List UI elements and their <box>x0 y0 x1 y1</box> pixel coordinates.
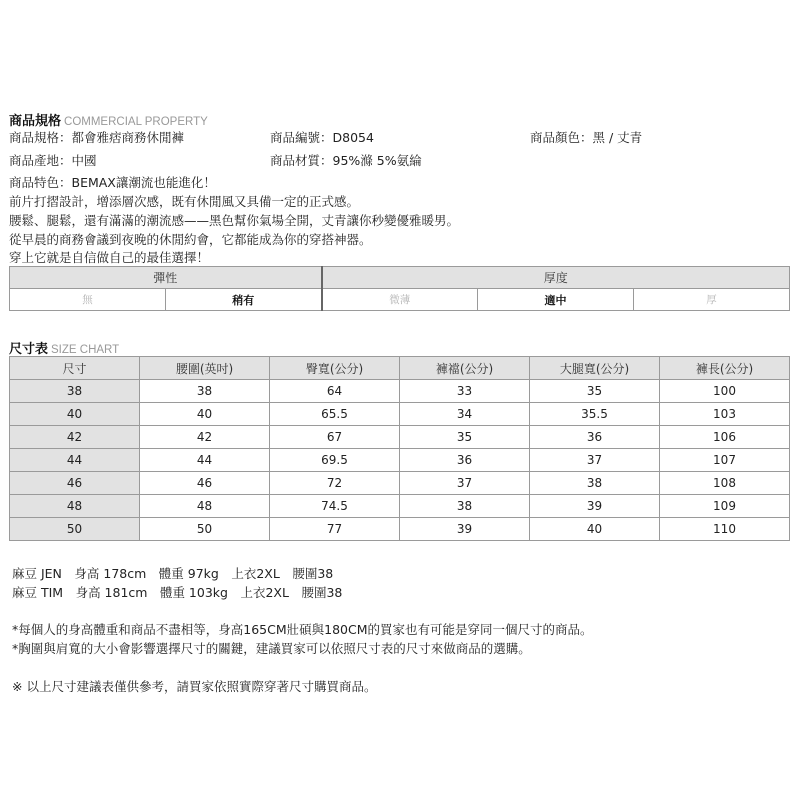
elasticity-option-slight: 稍有 <box>166 289 322 311</box>
size-label-cell: 38 <box>10 380 140 403</box>
size-value-cell: 46 <box>140 472 270 495</box>
description-line: 腰鬆、腿鬆，還有滿滿的潮流感——黑色幫你氣場全開，丈青讓你秒變優雅暖男。 <box>9 213 460 228</box>
size-value-cell: 64 <box>270 380 400 403</box>
size-chart-header-row <box>10 357 790 380</box>
spec-product-color: 商品顏色：黑 / 丈青 <box>530 130 643 145</box>
size-value-cell: 40 <box>140 403 270 426</box>
size-value-cell: 34 <box>400 403 530 426</box>
size-value-cell: 74.5 <box>270 495 400 518</box>
elasticity-option-none: 無 <box>10 289 166 311</box>
size-value-cell: 77 <box>270 518 400 541</box>
size-value-cell: 100 <box>660 380 790 403</box>
spec-section-title <box>9 110 208 129</box>
size-value-cell: 42 <box>140 426 270 449</box>
model-info-jen: 麻豆 JEN 身高 178cm 體重 97kg 上衣2XL 腰圍38 <box>12 566 334 581</box>
attribute-header-row <box>10 267 790 289</box>
description-line: 穿上它就是自信做自己的最佳選擇！ <box>9 250 210 265</box>
size-value-cell: 69.5 <box>270 449 400 472</box>
size-value-cell: 44 <box>140 449 270 472</box>
size-row <box>10 380 790 403</box>
elasticity-header: 彈性 <box>10 267 322 289</box>
thickness-option-thin: 微薄 <box>322 289 478 311</box>
size-value-cell: 38 <box>530 472 660 495</box>
size-value-cell: 37 <box>400 472 530 495</box>
size-row <box>10 426 790 449</box>
size-label-cell: 50 <box>10 518 140 541</box>
size-value-cell: 108 <box>660 472 790 495</box>
size-chart-table <box>9 356 790 541</box>
size-value-cell: 36 <box>400 449 530 472</box>
size-value-cell: 33 <box>400 380 530 403</box>
size-value-cell: 39 <box>530 495 660 518</box>
size-value-cell: 72 <box>270 472 400 495</box>
size-value-cell: 35 <box>530 380 660 403</box>
size-row <box>10 449 790 472</box>
spec-product-name: 商品規格：都會雅痞商務休閒褲 <box>9 130 185 145</box>
size-label-cell: 48 <box>10 495 140 518</box>
size-label-cell: 42 <box>10 426 140 449</box>
size-label-cell: 40 <box>10 403 140 426</box>
size-value-cell: 37 <box>530 449 660 472</box>
description-line: 從早晨的商務會議到夜晚的休閒約會，它都能成為你的穿搭神器。 <box>9 232 372 247</box>
spec-title-text: 商品規格 <box>9 114 62 129</box>
size-value-cell: 106 <box>660 426 790 449</box>
column-header-hip: 臀寬(公分) <box>270 357 400 380</box>
size-row <box>10 495 790 518</box>
size-value-cell: 107 <box>660 449 790 472</box>
size-section-title <box>9 338 119 357</box>
attribute-table <box>9 266 790 311</box>
disclaimer: ※ 以上尺寸建議表僅供參考，請買家依照實際穿著尺寸購買商品。 <box>12 679 377 694</box>
size-value-cell: 38 <box>400 495 530 518</box>
size-note: *每個人的身高體重和商品不盡相等，身高165CM壯碩與180CM的買家也有可能是穿同一個尺寸的商品。 <box>12 622 593 637</box>
spec-subtitle: COMMERCIAL PROPERTY <box>64 116 208 128</box>
thickness-header: 厚度 <box>322 267 790 289</box>
size-row <box>10 518 790 541</box>
size-note: *胸圍與肩寬的大小會影響選擇尺寸的關鍵，建議買家可以依照尺寸表的尺寸來做商品的選購。 <box>12 641 531 656</box>
column-header-rise: 褲襠(公分) <box>400 357 530 380</box>
spec-product-material: 商品材質：95%滌 5%氨綸 <box>270 153 422 168</box>
size-subtitle: SIZE CHART <box>51 344 120 356</box>
size-chart-body <box>10 380 790 541</box>
thickness-option-medium: 適中 <box>478 289 634 311</box>
column-header-size: 尺寸 <box>10 357 140 380</box>
column-header-length: 褲長(公分) <box>660 357 790 380</box>
size-row <box>10 472 790 495</box>
size-row <box>10 403 790 426</box>
size-value-cell: 40 <box>530 518 660 541</box>
size-label-cell: 46 <box>10 472 140 495</box>
size-value-cell: 103 <box>660 403 790 426</box>
thickness-option-thick: 厚 <box>634 289 790 311</box>
size-value-cell: 35.5 <box>530 403 660 426</box>
spec-product-origin: 商品產地：中國 <box>9 153 97 168</box>
size-value-cell: 48 <box>140 495 270 518</box>
size-value-cell: 67 <box>270 426 400 449</box>
column-header-waist: 腰圍(英吋) <box>140 357 270 380</box>
description-line: 前片打摺設計，增添層次感，既有休閒風又具備一定的正式感。 <box>9 194 360 209</box>
size-value-cell: 50 <box>140 518 270 541</box>
size-label-cell: 44 <box>10 449 140 472</box>
size-value-cell: 39 <box>400 518 530 541</box>
column-header-thigh: 大腿寬(公分) <box>530 357 660 380</box>
size-value-cell: 109 <box>660 495 790 518</box>
size-value-cell: 35 <box>400 426 530 449</box>
size-value-cell: 38 <box>140 380 270 403</box>
size-value-cell: 110 <box>660 518 790 541</box>
attribute-options-row <box>10 289 790 311</box>
description-line: 商品特色：BEMAX讓潮流也能進化！ <box>9 175 216 190</box>
size-value-cell: 65.5 <box>270 403 400 426</box>
model-info-tim: 麻豆 TIM 身高 181cm 體重 103kg 上衣2XL 腰圍38 <box>12 585 343 600</box>
size-value-cell: 36 <box>530 426 660 449</box>
spec-product-code: 商品編號：D8054 <box>270 130 374 145</box>
size-title-text: 尺寸表 <box>9 342 49 357</box>
